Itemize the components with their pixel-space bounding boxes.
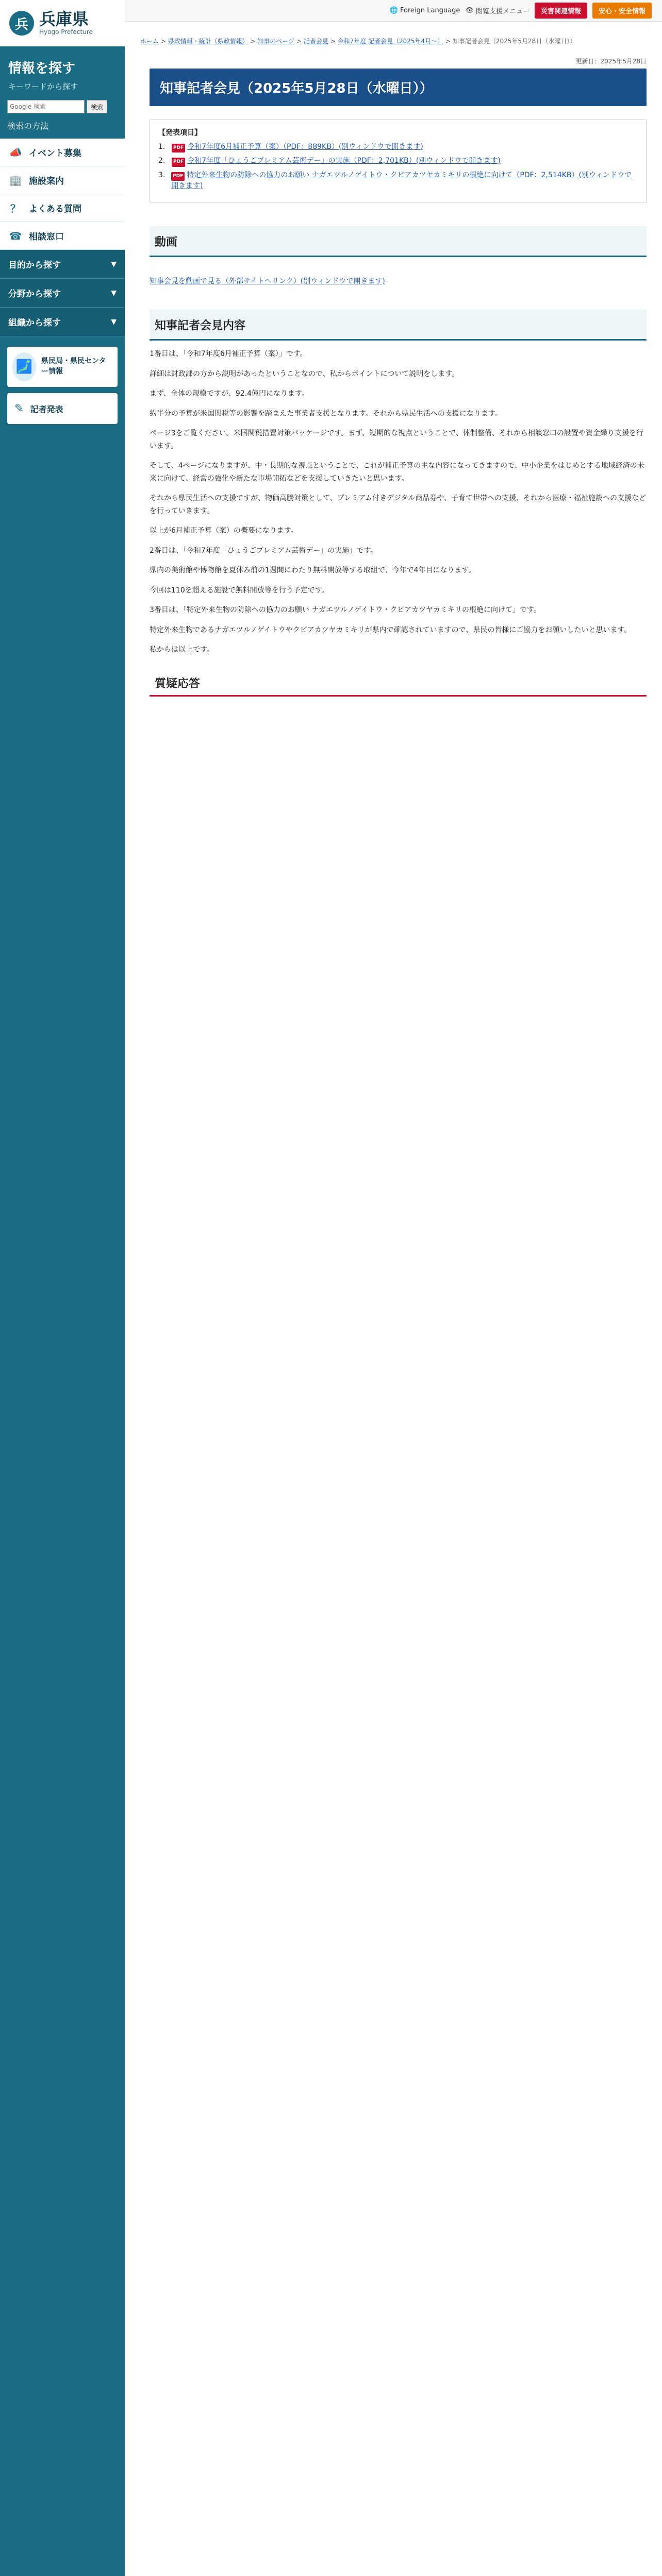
breadcrumb-fy2025[interactable]: 令和7年度 記者会見（2025年4月～） — [337, 38, 444, 45]
qa-heading: 質疑応答 — [150, 670, 647, 697]
sidebar-category-menu — [0, 250, 125, 336]
transcript-paragraph: 詳細は財政課の方から説明があったということなので、私からポイントについて説明をします。 — [150, 369, 459, 378]
attachments-heading: 【発表項目】 — [158, 128, 202, 137]
transcript-paragraph: ページ3をご覧ください。米国関税措置対策パッケージです。まず、短期的な視点ということで、体制整備、それから相談窓口の設置や資金繰り支援を行います。 — [150, 429, 643, 450]
transcript — [150, 348, 647, 656]
site-name-en: Hyogo Prefecture — [39, 28, 93, 36]
video-heading: 動画 — [150, 226, 647, 257]
globe-icon: 🌐 — [389, 7, 399, 14]
transcript-paragraph: 2番目は、「令和7年度「ひょうごプレミアム芸術デー」の実施」です。 — [150, 546, 378, 555]
chevron-down-icon: ▼ — [111, 260, 117, 268]
breadcrumb: ホーム > 県政情報・統計（県政情報） > 知事のページ > 記者会見 > 令和7年度 記者会見（2025年4月～） > 知事記者会見（2025年5月28日（水曜日）） — [140, 38, 576, 45]
disaster-info-button[interactable]: 災害関連情報 — [535, 3, 587, 19]
breadcrumb-prefgov[interactable]: 県政情報・統計（県政情報） — [168, 38, 249, 45]
accessibility-menu-link[interactable]: 👁 閲覧支援メニュー — [465, 7, 529, 15]
top-bar — [125, 0, 662, 22]
chevron-down-icon: ▼ — [111, 289, 117, 297]
attachment-item: 2. PDF 令和7年度「ひょうごプレミアム芸術デー」の実施（PDF：2,701KB）(別ウィンドウで開きます) — [158, 156, 638, 167]
content-heading: 知事記者会見内容 — [150, 310, 647, 341]
sidebar-search — [0, 97, 125, 120]
sidebar-item-organization[interactable]: 組織から探す ▼ — [0, 308, 125, 336]
prefecture-emblem-icon: 兵 — [9, 11, 34, 36]
sidebar — [0, 0, 125, 2576]
search-input[interactable] — [7, 100, 85, 113]
transcript-paragraph: 3番目は、「特定外来生物の防除への協力のお願い ナガエツルノゲイトウ・クビアカツヤカミキリの根絶に向けて」です。 — [150, 606, 541, 615]
question-icon: ？ — [10, 202, 21, 215]
foreign-language-link[interactable]: 🌐 Foreign Language — [389, 7, 460, 14]
video-link[interactable]: 知事会見を動画で見る（外部サイトへリンク）(別ウィンドウで開きます) — [150, 277, 385, 286]
breadcrumb-home[interactable]: ホーム — [140, 38, 159, 45]
building-icon: 🏢 — [9, 174, 22, 187]
chevron-down-icon: ▼ — [111, 317, 117, 326]
page-title: 知事記者会見（2025年5月28日（水曜日）） — [150, 69, 647, 106]
sidebar-menu — [0, 139, 125, 250]
pdf-icon: PDF — [172, 144, 185, 153]
sidebar-item-purpose[interactable]: 目的から探す ▼ — [0, 250, 125, 279]
attachment-item: 1. PDF 令和7年度6月補正予算（案）（PDF：889KB）(別ウィンドウで開きます) — [158, 142, 638, 153]
transcript-paragraph: そして、4ページになりますが、中・長期的な視点ということで、これが補正予算の主な内容になってきますので、中小企業をはじめとする地域経済の未来に向けて、経営の強化や新たな市場開拓などを支援していきたいと思います。 — [150, 462, 644, 483]
breadcrumb-current: 知事記者会見（2025年5月28日（水曜日）） — [452, 38, 576, 45]
sidebar-item-field[interactable]: 分野から探す ▼ — [0, 279, 125, 308]
site-logo[interactable] — [0, 0, 125, 46]
sidebar-item-faq[interactable]: ？ よくある質問 — [0, 194, 125, 222]
keyword-search-label: キーワードから探す — [8, 82, 78, 91]
transcript-paragraph: 今回は110を超える施設で無料開放等を行う予定です。 — [150, 586, 329, 595]
transcript-paragraph: 特定外来生物であるナガエツルノゲイトウやクビアカツヤカミキリが県内で確認されていますので、県民の皆様にご協力をお願いしたいと思います。 — [150, 625, 632, 634]
phone-icon: ☎ — [9, 229, 22, 242]
attachment-link[interactable]: 特定外来生物の防除への協力のお願い ナガエツルノゲイトウ・クビアカツヤカミキリの根絶に向けて（PDF：2,514KB）(別ウィンドウで開きます) — [171, 171, 632, 191]
regional-office-banner[interactable]: 🗾 県民局・県民センター情報 — [7, 347, 118, 387]
transcript-paragraph: 約半分の予算が米国関税等の影響を踏まえた事業者支援となります。それから県民生活への支援になります。 — [150, 409, 502, 418]
search-help-link[interactable]: 検索の方法 — [7, 121, 49, 131]
breadcrumb-governor[interactable]: 知事のページ — [257, 38, 295, 45]
search-button[interactable]: 検索 — [87, 100, 107, 113]
sidebar-item-events[interactable]: 📣 イベント募集 — [0, 139, 125, 166]
transcript-paragraph: 県内の美術館や博物館を夏休み前の1週間にわたり無料開放等する取組で、今年で4年目になります。 — [150, 566, 476, 575]
map-icon: 🗾 — [12, 352, 36, 381]
sidebar-item-consult[interactable]: ☎ 相談窓口 — [0, 222, 125, 250]
attachment-link[interactable]: 令和7年度6月補正予算（案）（PDF：889KB）(別ウィンドウで開きます) — [187, 142, 423, 151]
transcript-paragraph: 私からは以上です。 — [150, 646, 214, 654]
attachment-item: 3. PDF 特定外来生物の防除への協力のお願い ナガエツルノゲイトウ・クビアカツヤカミキリの根絶に向けて（PDF：2,514KB）(別ウィンドウで開きます) — [158, 171, 632, 191]
sidebar-title: 情報を探す — [8, 61, 76, 76]
pdf-icon: PDF — [171, 172, 185, 181]
press-release-banner[interactable]: ✎ 記者発表 — [7, 393, 118, 424]
update-date: 更新日：2025年5月28日 — [575, 57, 647, 65]
main-content — [125, 0, 662, 2576]
pdf-icon: PDF — [172, 158, 185, 167]
transcript-paragraph: それから県民生活への支援ですが、物価高騰対策として、プレミアム付きデジタル商品券や、子育て世帯への支援、それから医療・福祉施設への支援などを行っていきます。 — [150, 494, 647, 515]
breadcrumb-press[interactable]: 記者会見 — [303, 38, 328, 45]
eye-icon: 👁 — [465, 7, 474, 14]
transcript-paragraph: 以上が6月補正予算（案）の概要になります。 — [150, 527, 298, 535]
pen-icon: ✎ — [14, 402, 24, 415]
safety-info-button[interactable]: 安心・安全情報 — [592, 3, 652, 19]
megaphone-icon: 📣 — [9, 146, 22, 159]
site-name: 兵庫県 — [39, 9, 89, 29]
attachment-link[interactable]: 令和7年度「ひょうごプレミアム芸術デー」の実施（PDF：2,701KB）(別ウィンドウで開きます) — [187, 157, 501, 165]
sidebar-item-facilities[interactable]: 🏢 施設案内 — [0, 166, 125, 194]
transcript-paragraph: 1番目は、「令和7年度6月補正予算（案）」です。 — [150, 350, 307, 359]
attachments-box — [150, 120, 647, 203]
transcript-paragraph: まず、全体の規模ですが、92.4億円になります。 — [150, 389, 309, 398]
